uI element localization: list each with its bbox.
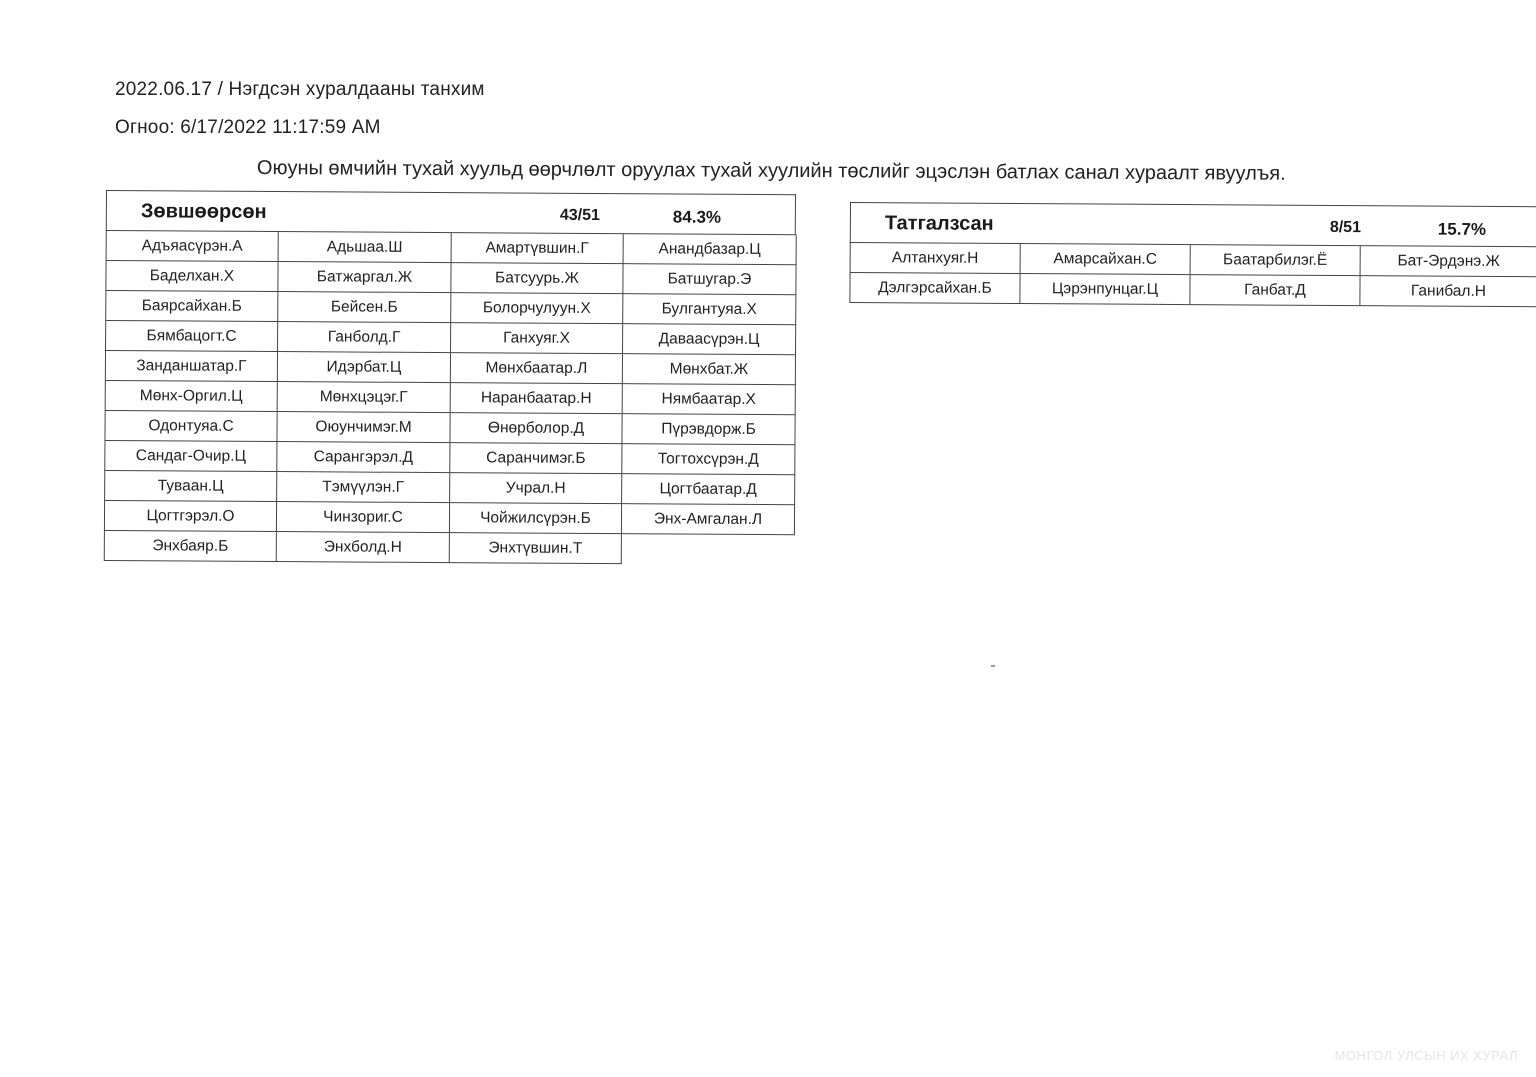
empty-cell [622, 534, 795, 565]
approve-member-name: Баделхан.Х [106, 261, 278, 292]
approve-names-grid [104, 230, 797, 565]
approve-member-name: Ганхуяг.Х [451, 323, 623, 354]
approve-member-name: Батжаргал.Ж [278, 262, 451, 293]
approve-member-name: Пүрэвдорж.Б [622, 414, 795, 445]
reject-member-name: Цэрэнпунцаг.Ц [1020, 274, 1190, 305]
approve-member-name: Анандбазар.Ц [624, 234, 797, 265]
approve-member-name: Цогтгэрэл.О [105, 501, 277, 532]
approve-member-name: Занданшатар.Г [106, 351, 278, 382]
approve-title: Зөвшөөрсөн [140, 200, 267, 223]
approve-member-name: Болорчулуун.Х [451, 293, 623, 324]
approve-member-name: Энхбаяр.Б [105, 531, 277, 562]
reject-member-name: Бат-Эрдэнэ.Ж [1361, 246, 1536, 277]
session-date-location: 2022.06.17 / Нэгдсэн хуралдааны танхим [115, 79, 485, 100]
approve-member-name: Баярсайхан.Б [106, 291, 278, 322]
approve-member-name: Туваан.Ц [105, 471, 277, 502]
approve-percent: 84.3% [672, 207, 722, 227]
reject-percent: 15.7% [1437, 219, 1487, 239]
reject-names-grid [849, 242, 1536, 307]
reject-title: Татгалзсан [884, 212, 994, 235]
approve-member-name: Мөнхбат.Ж [623, 354, 796, 385]
approve-member-name: Нямбаатар.Х [623, 384, 796, 415]
approve-count: 43/51 [559, 206, 600, 225]
approve-member-name: Учрал.Н [450, 473, 622, 504]
approve-member-name: Саранчимэг.Б [450, 443, 622, 474]
watermark: МОНГОЛ УЛСЫН ИХ ХУРАЛ [1334, 1048, 1518, 1063]
approve-member-name: Мөнхбаатар.Л [451, 353, 623, 384]
approve-member-name: Даваасүрэн.Ц [623, 324, 796, 355]
approve-member-name: Сандаг-Очир.Ц [105, 441, 277, 472]
reject-member-name: Ганбат.Д [1190, 275, 1360, 306]
approve-member-name: Идэрбат.Ц [278, 352, 451, 383]
approve-member-name: Ганболд.Г [278, 322, 451, 353]
reject-table [849, 202, 1536, 307]
approve-member-name: Амартүвшин.Г [452, 233, 624, 264]
approve-member-name: Оюунчимэг.М [277, 412, 450, 443]
approve-member-name: Бейсен.Б [278, 292, 451, 323]
approve-member-name: Чойжилсүрэн.Б [450, 503, 622, 534]
reject-member-name: Амарсайхан.С [1021, 244, 1191, 275]
approve-member-name: Бямбацогт.С [106, 321, 278, 352]
approve-member-name: Одонтуяа.С [105, 411, 277, 442]
approve-member-name: Батшугар.Э [623, 264, 796, 295]
approve-member-name: Сарангэрэл.Д [277, 442, 450, 473]
approve-member-name: Энхтүвшин.Т [450, 533, 622, 564]
approve-member-name: Чинзориг.С [277, 502, 450, 533]
approve-member-name: Батсуурь.Ж [451, 263, 623, 294]
approve-header [106, 190, 796, 234]
approve-member-name: Энхболд.Н [277, 532, 450, 563]
approve-member-name: Цогтбаатар.Д [622, 474, 795, 505]
reject-member-name: Ганибал.Н [1360, 276, 1536, 307]
reject-header [850, 202, 1536, 246]
vote-timestamp: Огноо: 6/17/2022 11:17:59 AM [115, 117, 381, 138]
motion-title: Оюуны өмчийн тухай хуульд өөрчлөлт оруулах тухай хуулийн төслийг эцэслэн батлах санал хураалт явуулъя. [256, 157, 1286, 185]
reject-member-name: Алтанхуяг.Н [851, 243, 1021, 274]
approve-member-name: Булгантуяа.Х [623, 294, 796, 325]
approve-table [104, 190, 797, 565]
approve-member-name: Адъяасүрэн.А [107, 231, 279, 262]
reject-member-name: Дэлгэрсайхан.Б [850, 273, 1020, 304]
approve-member-name: Тэмүүлэн.Г [277, 472, 450, 503]
approve-member-name: Энх-Амгалан.Л [622, 504, 795, 535]
scan-speck [991, 665, 995, 667]
approve-member-name: Наранбаатар.Н [451, 383, 623, 414]
approve-member-name: Өнөрболор.Д [450, 413, 622, 444]
approve-member-name: Адьшаа.Ш [279, 232, 452, 263]
approve-member-name: Тогтохсүрэн.Д [622, 444, 795, 475]
approve-member-name: Мөнхцэцэг.Г [278, 382, 451, 413]
reject-count: 8/51 [1329, 218, 1362, 237]
approve-member-name: Мөнх-Оргил.Ц [106, 381, 278, 412]
reject-member-name: Баатарбилэг.Ё [1191, 245, 1361, 276]
